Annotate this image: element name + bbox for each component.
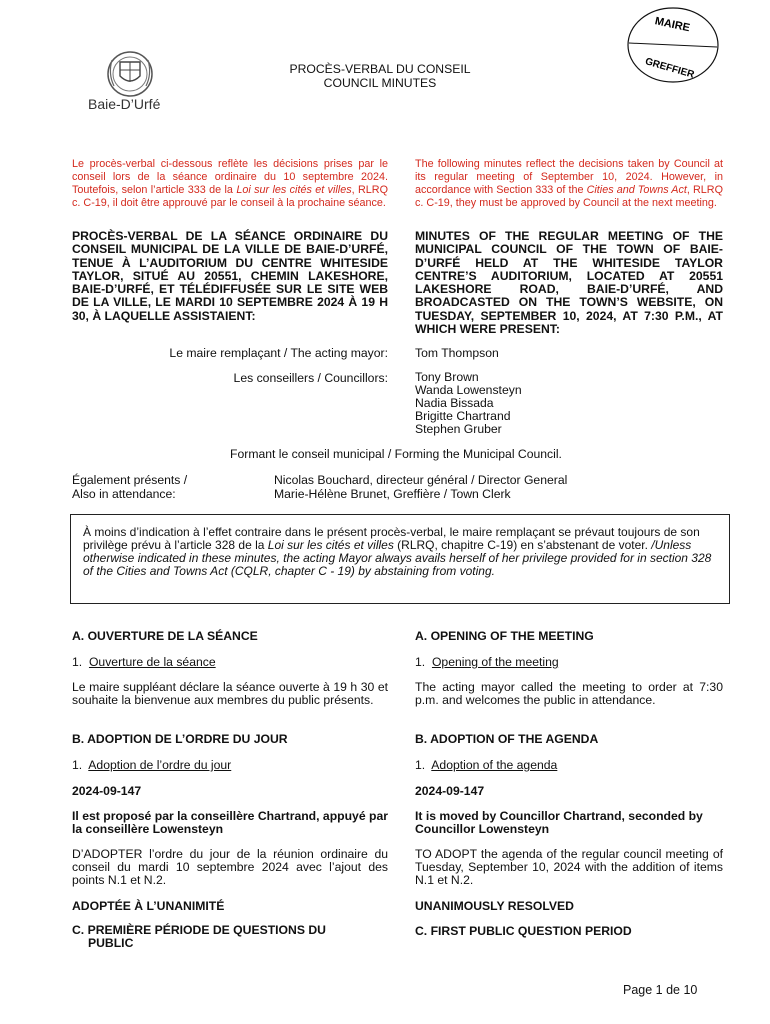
acting-mayor-name: Tom Thompson <box>415 346 499 360</box>
section-a-fr: A. OUVERTURE DE LA SÉANCE <box>72 629 258 643</box>
councillor: Nadia Bissada <box>415 396 494 410</box>
section-c-en: C. FIRST PUBLIC QUESTION PERIOD <box>415 924 632 938</box>
section-b-en: B. ADOPTION OF THE AGENDA <box>415 732 599 746</box>
councillors-label: Les conseillers / Councillors: <box>233 371 388 385</box>
item-title: Adoption of the agenda <box>431 758 558 772</box>
section-c-fr <box>72 924 372 950</box>
also-label-line: Also in attendance: <box>72 486 176 501</box>
town-logo <box>100 50 160 102</box>
also-present-list <box>274 474 567 501</box>
item-number: 1. <box>415 655 426 669</box>
notice-fr-italic: Loi sur les cités et villes <box>236 184 352 196</box>
voting-note-text-end: (RLRQ, chapitre C-19) en s’abstenant de voter. <box>393 538 652 552</box>
voting-note-english: /Unless otherwise indicated in these minutes, the acting Mayor always avails herself of her privilege provided for in section 328 of the Cities and Towns Act (CQLR, chapter C - 19) by abstaining from voting. <box>83 538 712 578</box>
notice-en-text-end: , RLRQ c. C-19, they must be approved by Council at the next meeting. <box>415 184 723 209</box>
title-en: COUNCIL MINUTES <box>323 75 437 90</box>
item-number: 1. <box>72 655 83 669</box>
signature-stamp <box>626 6 720 84</box>
councillor: Brigitte Chartrand <box>415 409 511 423</box>
councillor: Stephen Gruber <box>415 422 502 436</box>
heading-fr: PROCÈS-VERBAL DE LA SÉANCE ORDINAIRE DU CONSEIL MUNICIPAL DE LA VILLE DE BAIE-D’URFÉ, TENUE À L’AUDITORIUM DU CENTRE WHITESIDE TAYLOR, SITUÉ AU 20551, CHEMIN LAKESHORE, BAIE-D’URFÉ, ET TÉLÉDIFFUSÉE SUR LE SITE WEB DE LA VILLE, LE MARDI 10 SEPTEMBRE 2024 À 19 H 30, À LAQUELLE ASSISTAIENT: <box>72 229 388 323</box>
voting-note-box <box>70 514 730 604</box>
also-present-item: Nicolas Bouchard, directeur général / Director General <box>274 473 568 487</box>
town-name: Baie-D’Urfé <box>88 96 161 112</box>
moved-fr: Il est proposé par la conseillère Chartrand, appuyé par la conseillère Lowensteyn <box>72 809 388 836</box>
unanimous-fr: ADOPTÉE À L’UNANIMITÉ <box>72 899 225 913</box>
also-label-line: Également présents / <box>72 473 188 487</box>
section-b-fr: B. ADOPTION DE L’ORDRE DU JOUR <box>72 732 288 746</box>
notice-fr-text: Le procès-verbal ci-dessous reflète les décisions prises par le conseil lors de la séance ordinaire du 10 septembre 2024. Toutefois, selon l’article 333 de la <box>72 158 388 196</box>
title-fr: PROCÈS-VERBAL DU CONSEIL <box>289 62 471 76</box>
item-a1-fr <box>72 655 216 669</box>
councillors-list <box>415 371 522 436</box>
also-present-item: Marie-Hélène Brunet, Greffière / Town Clerk <box>274 486 511 501</box>
notice-en-italic: Cities and Towns Act <box>586 184 687 196</box>
notice-en-text: The following minutes reflect the decisions taken by Council at its regular meeting of September 10, 2024. However, in accordance with Section 333 of the <box>415 158 723 196</box>
opening-text-fr: Le maire suppléant déclare la séance ouverte à 19 h 30 et souhaite la bienvenue aux membres du public présents. <box>72 680 388 707</box>
coat-of-arms-icon <box>100 50 160 102</box>
moved-en: It is moved by Councillor Chartrand, seconded by Councillor Lowensteyn <box>415 809 703 836</box>
notice-fr <box>72 158 388 210</box>
item-b1-fr <box>72 758 231 772</box>
svg-text:GREFFIER: GREFFIER <box>643 56 696 81</box>
page-number: Page 1 de 10 <box>623 983 698 997</box>
item-title: Opening of the meeting <box>431 655 559 669</box>
item-a1-en <box>415 655 559 669</box>
opening-text-en: The acting mayor called the meeting to order at 7:30 p.m. and welcomes the public in attendance. <box>415 680 723 707</box>
item-number: 1. <box>72 758 83 772</box>
resolution-number-en: 2024-09-147 <box>415 784 485 798</box>
also-present-label <box>72 474 187 501</box>
svg-text:MAIRE: MAIRE <box>653 15 691 35</box>
resolution-number-fr: 2024-09-147 <box>72 784 142 798</box>
adopt-text-en: TO ADOPT the agenda of the regular council meeting of Tuesday, September 10, 2024 with the addition of items N.1 et N.2. <box>415 847 723 887</box>
acting-mayor-label: Le maire remplaçant / The acting mayor: <box>169 346 388 360</box>
adopt-text-fr: D’ADOPTER l’ordre du jour de la réunion ordinaire du conseil du mardi 10 septembre 2024 avec l’ajout des points N.1 et N.2. <box>72 847 388 887</box>
heading-en: MINUTES OF THE REGULAR MEETING OF THE MUNICIPAL COUNCIL OF THE TOWN OF BAIE-D’URFÉ HELD AT THE WHITESIDE TAYLOR CENTRE’S AUDITORIUM, LOCATED AT 20551 LAKESHORE ROAD, BAIE-D’URFÉ, AND BROADCASTED ON THE TOWN’S WEBSITE, ON TUESDAY, SEPTEMBER 10, 2024, AT 7:30 P.M., AT WHICH WERE PRESENT: <box>415 229 723 337</box>
item-title: Ouverture de la séance <box>88 655 216 669</box>
notice-en <box>415 158 723 210</box>
item-b1-en <box>415 758 557 772</box>
stamp-icon <box>626 6 720 84</box>
unanimous-en: UNANIMOUSLY RESOLVED <box>415 899 574 913</box>
item-title: Adoption de l’ordre du jour <box>88 758 232 772</box>
councillor: Wanda Lowensteyn <box>415 383 522 397</box>
section-c-fr-text: C. PREMIÈRE PÉRIODE DE QUESTIONS DU PUBLIC <box>72 923 326 950</box>
voting-note-text: À moins d’indication à l’effet contraire dans le présent procès-verbal, le maire remplaçant se prévaut toujours de son privilège prévu à l’article 328 de la <box>83 525 700 552</box>
notice-fr-text-end: , RLRQ c. C-19, il doit être approuvé par le conseil à la prochaine séance. <box>72 184 388 209</box>
voting-note-italic: Loi sur les cités et villes <box>267 538 394 552</box>
councillor: Tony Brown <box>415 370 479 384</box>
item-number: 1. <box>415 758 426 772</box>
forming-council: Formant le conseil municipal / Forming the Municipal Council. <box>230 447 562 461</box>
section-a-en: A. OPENING OF THE MEETING <box>415 629 594 643</box>
